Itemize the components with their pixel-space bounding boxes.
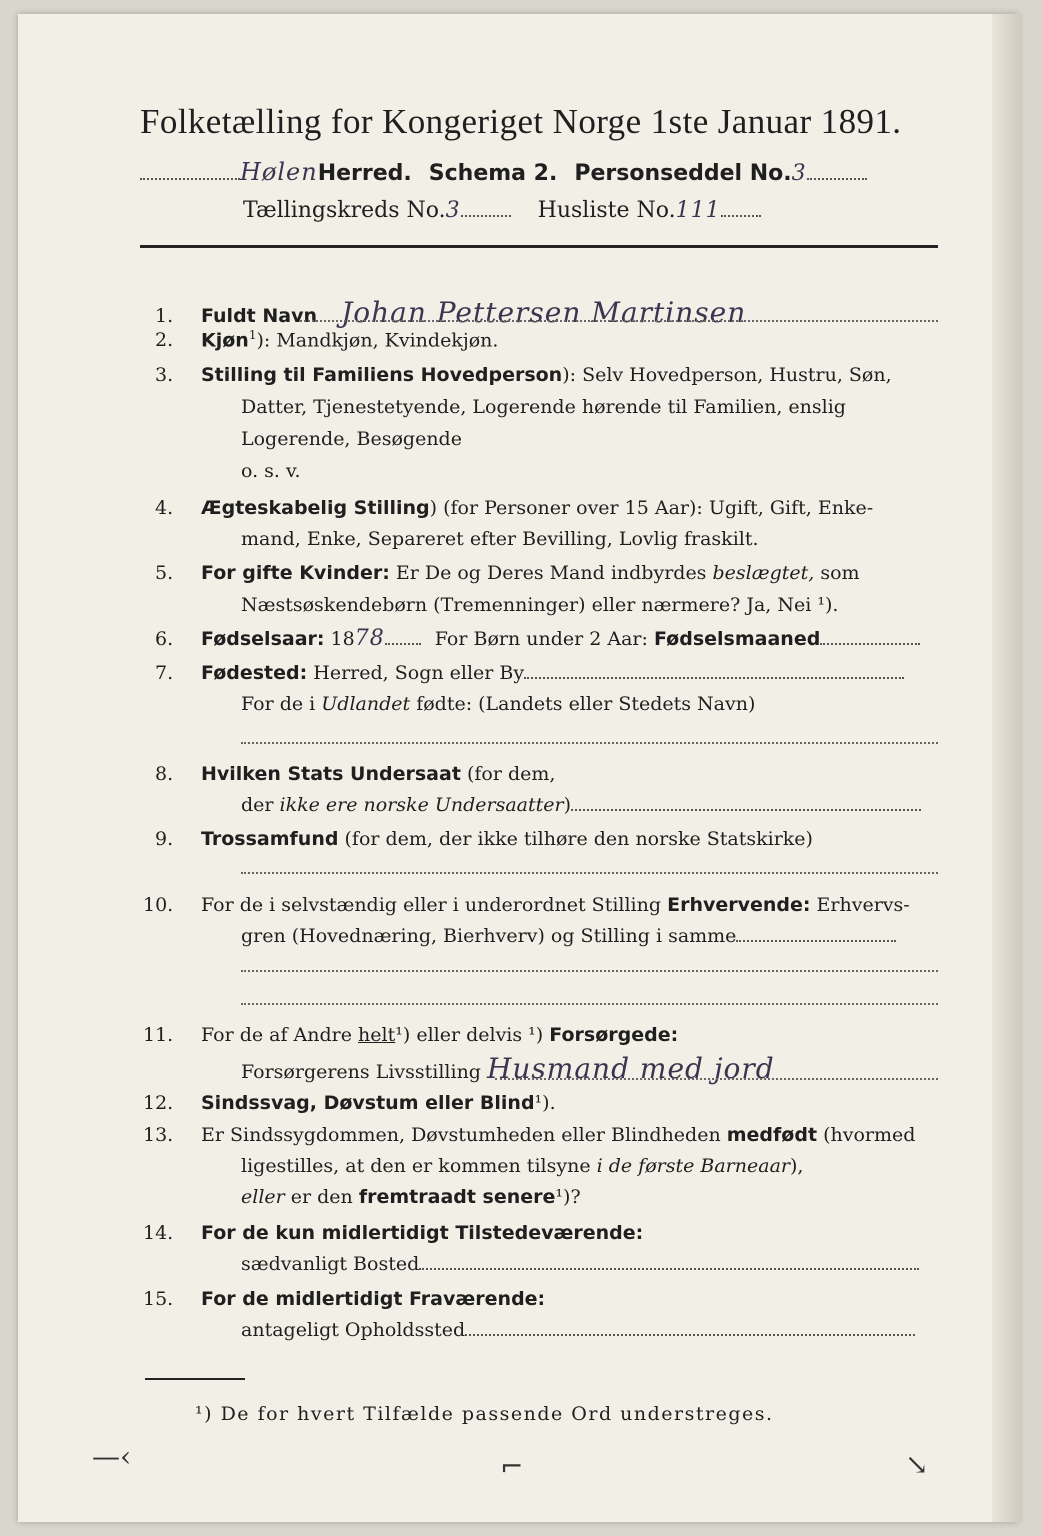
form-title: Folketælling for Kongeriget Norge 1ste Januar 1891.: [140, 102, 902, 141]
husliste-label: Husliste No.: [537, 198, 676, 223]
herred-line: [140, 158, 867, 186]
registration-mark-icon: ↘: [905, 1448, 929, 1481]
schema-label: Schema 2.: [428, 161, 558, 186]
q6-row: 6. Fødselsaar: 1878 For Børn under 2 Aar: Fødselsmaaned: [155, 626, 920, 651]
q15-row: 15. For de midlertidigt Fraværende:: [143, 1288, 546, 1310]
header-rule: [140, 245, 938, 248]
q3-row: 3. Stilling til Familiens Hovedperson): Selv Hovedperson, Hustru, Søn,: [155, 364, 892, 386]
page-edge: [992, 14, 1022, 1522]
q12-row: 12. Sindssvag, Døvstum eller Blind¹).: [143, 1092, 556, 1114]
taellingskreds-line: [243, 198, 761, 223]
herred-value: Hølen: [240, 158, 318, 186]
q9-row: 9. Trossamfund (for dem, der ikke tilhøre den norske Statskirke): [155, 828, 813, 850]
q7-row: 7. Fødested: Herred, Sogn eller By: [155, 662, 904, 684]
personseddel-value: 3: [791, 161, 807, 186]
q4-row: 4. Ægteskabelig Stilling) (for Personer over 15 Aar): Ugift, Gift, Enke-: [155, 497, 874, 519]
personseddel-label: Personseddel No.: [574, 161, 792, 186]
registration-mark-icon: —‹: [92, 1440, 132, 1473]
herred-label: Herred.: [317, 161, 412, 186]
q11-value: Husmand med jord: [486, 1052, 775, 1085]
q1-row: 1. Fuldt Navn Johan Pettersen Martinsen: [155, 296, 747, 329]
husliste-value: 111: [675, 198, 721, 223]
registration-mark-icon: ⌐: [500, 1450, 524, 1483]
q13-row: 13. Er Sindssygdommen, Døvstumheden eller Blindheden medfødt (hvormed: [143, 1124, 916, 1146]
taellingskreds-value: 3: [445, 198, 461, 223]
q1-label: Fuldt Navn: [201, 305, 318, 327]
q2-row: 2. Kjøn$^1$): Mandkjøn, Kvindekjøn.: [155, 328, 499, 352]
q11-row: 11. For de af Andre helt¹) eller delvis ¹) Forsørgede:: [143, 1024, 679, 1046]
taellingskreds-label: Tællingskreds No.: [243, 198, 446, 223]
q5-row: 5. For gifte Kvinder: Er De og Deres Mand indbyrdes beslægtet, som: [155, 562, 860, 584]
q10-row: 10. For de i selvstændig eller i underordnet Stilling Erhvervende: Erhvervs-: [143, 894, 910, 916]
footnote: ¹) De for hvert Tilfælde passende Ord understreges.: [195, 1403, 774, 1425]
q6-value: 78: [354, 626, 385, 651]
footnote-rule: [145, 1378, 245, 1380]
q14-row: 14. For de kun midlertidigt Tilstedeværende:: [143, 1222, 644, 1244]
q8-row: 8. Hvilken Stats Undersaat (for dem,: [155, 763, 556, 785]
q1-value: Johan Pettersen Martinsen: [341, 296, 747, 329]
